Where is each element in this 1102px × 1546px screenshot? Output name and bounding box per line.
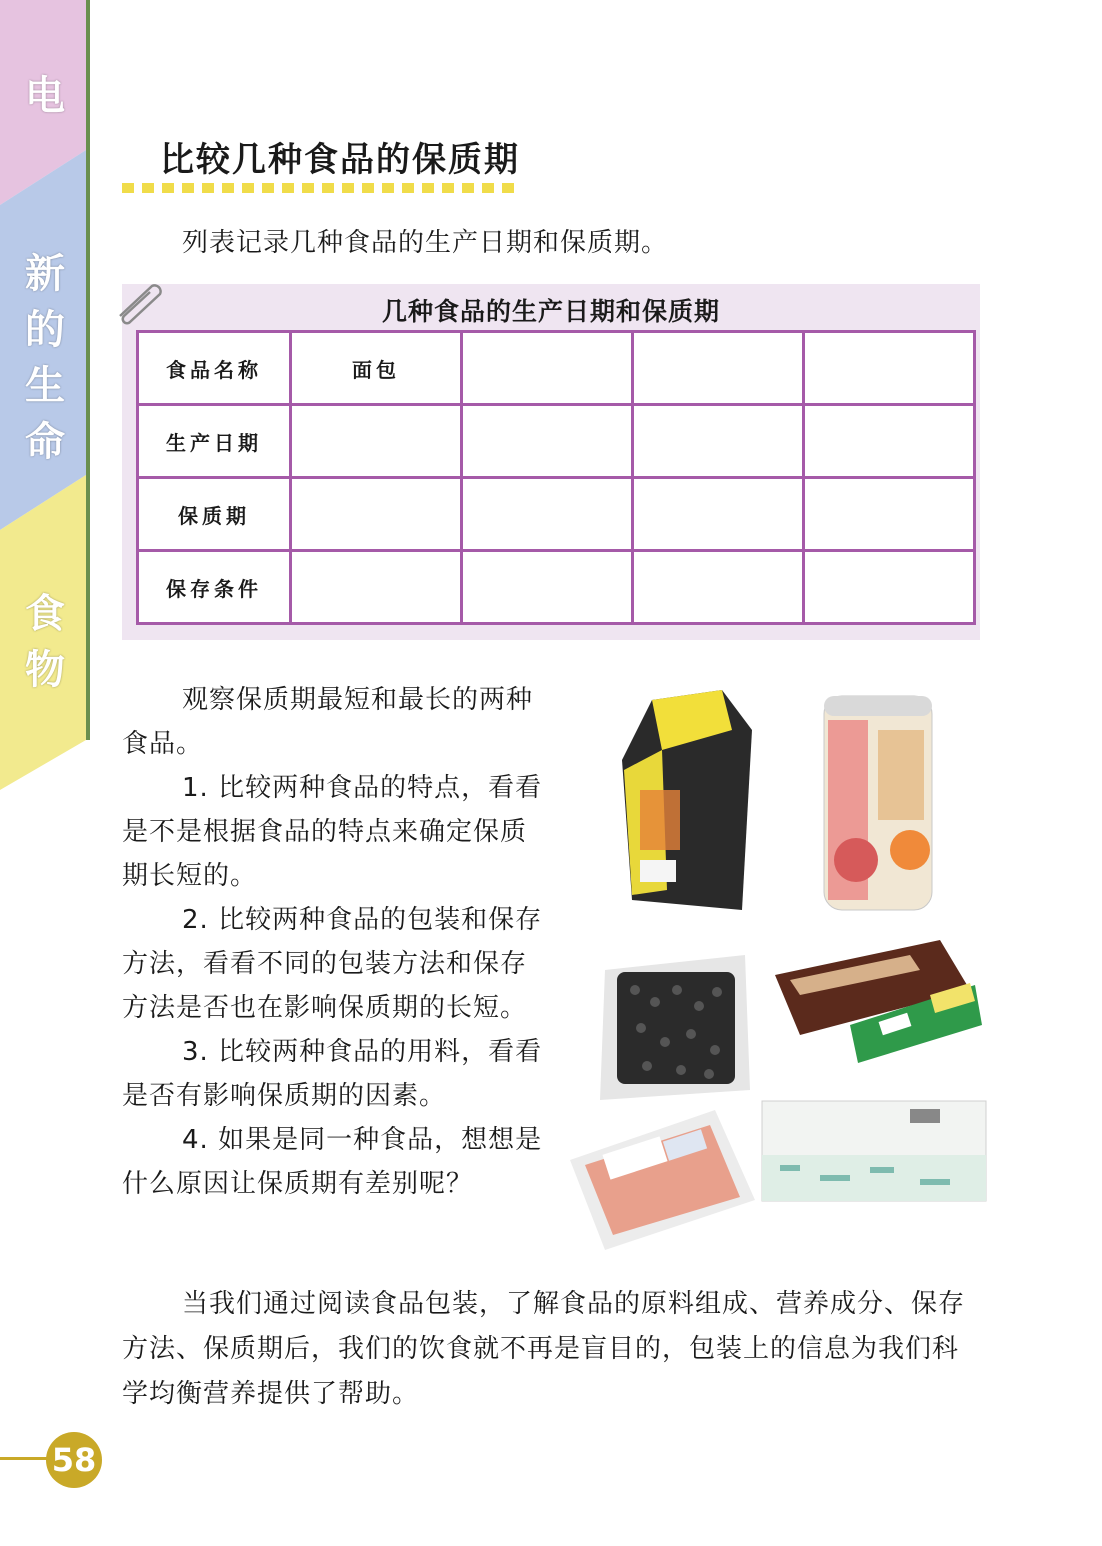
record-table: [136, 330, 976, 625]
observation-item: 2. 比较两种食品的包装和保存方法，看看不同的包装方法和保存方法是否也在影响保质期的长短。: [122, 905, 543, 1023]
table-cell[interactable]: 面包: [291, 332, 462, 405]
milk-pouch-photo: [760, 1095, 988, 1207]
table-cell[interactable]: [291, 405, 462, 478]
table-cell[interactable]: [633, 478, 804, 551]
table-cell[interactable]: [291, 551, 462, 624]
side-tab-food[interactable]: 食物: [25, 591, 65, 693]
vacuum-beans-photo: [595, 950, 755, 1110]
observation-item: 3. 比较两种食品的用料，看看是否有影响保质期的因素。: [122, 1037, 543, 1111]
row-label: 食品名称: [138, 332, 291, 405]
table-row: [138, 551, 975, 624]
wrapped-bars-photo: [770, 935, 985, 1065]
table-title: 几种食品的生产日期和保质期: [381, 297, 720, 326]
table-cell[interactable]: [804, 332, 975, 405]
row-label: 保存条件: [138, 551, 291, 624]
table-cell[interactable]: [633, 332, 804, 405]
table-cell[interactable]: [633, 405, 804, 478]
side-tabs: [0, 0, 100, 800]
row-label: 保质期: [138, 478, 291, 551]
row-label: 生产日期: [138, 405, 291, 478]
section-heading: 比较几种食品的保质期: [160, 140, 520, 180]
table-cell[interactable]: [804, 551, 975, 624]
side-tab-new-life[interactable]: 新的生命: [25, 251, 65, 465]
milk-carton-photo: [612, 690, 762, 920]
table-cell[interactable]: [804, 405, 975, 478]
table-row: [138, 405, 975, 478]
table-cell[interactable]: [462, 551, 633, 624]
table-cell[interactable]: [462, 405, 633, 478]
conclusion-section: [122, 1282, 982, 1417]
intro-text: 列表记录几种食品的生产日期和保质期。: [182, 228, 669, 258]
table-cell[interactable]: [804, 478, 975, 551]
ham-pack-photo: [565, 1105, 760, 1255]
table-cell[interactable]: [462, 478, 633, 551]
page-number-line: [0, 1457, 52, 1460]
conclusion-text: 当我们通过阅读食品包装，了解食品的原料组成、营养成分、保存方法、保质期后，我们的饮食就不再是盲目的，包装上的信息为我们科学均衡营养提供了帮助。: [122, 1289, 966, 1409]
observation-section: [122, 678, 546, 1206]
side-tab-electricity[interactable]: 电: [25, 73, 65, 119]
page-number: 58: [46, 1432, 102, 1488]
observation-item: 1. 比较两种食品的特点，看看是不是根据食品的特点来确定保质期长短的。: [122, 773, 543, 891]
table-cell[interactable]: [291, 478, 462, 551]
table-cell[interactable]: [633, 551, 804, 624]
heading-underline: [122, 183, 522, 193]
canister-photo: [818, 690, 938, 915]
table-row: [138, 332, 975, 405]
observation-item: 4. 如果是同一种食品，想想是什么原因让保质期有差别呢？: [122, 1125, 543, 1199]
table-cell[interactable]: [462, 332, 633, 405]
observation-lead: 观察保质期最短和最长的两种食品。: [122, 685, 534, 759]
table-row: [138, 478, 975, 551]
